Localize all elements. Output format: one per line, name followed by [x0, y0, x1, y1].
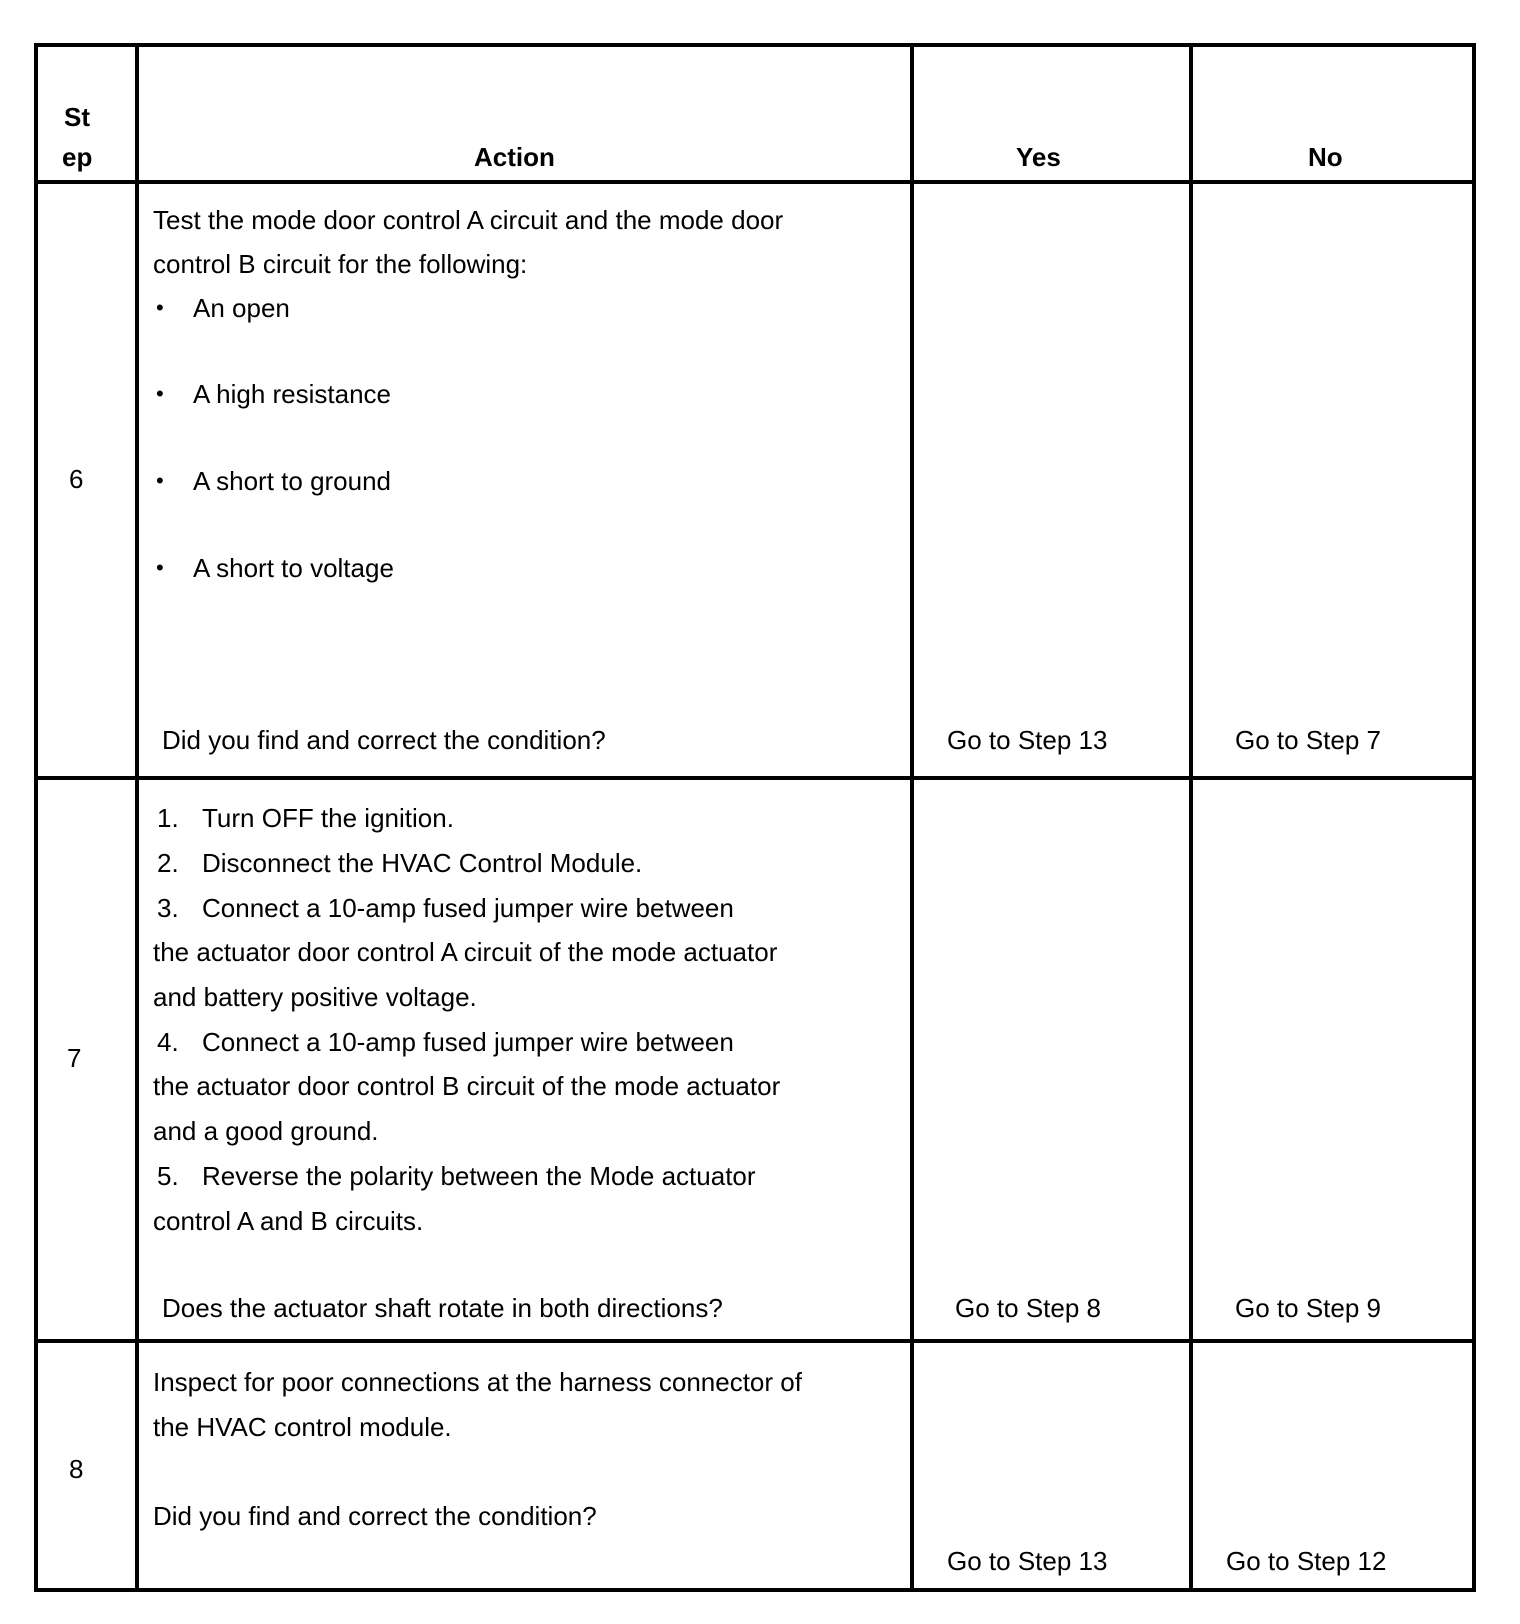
- bullet-icon: •: [156, 555, 164, 580]
- table-border-left: [34, 43, 38, 1592]
- bullet-icon: •: [156, 468, 164, 493]
- item-number: 5.: [157, 1161, 179, 1191]
- column-divider: [910, 43, 914, 1592]
- yes-result: Go to Step 13: [947, 1546, 1108, 1576]
- item-number: 4.: [157, 1027, 179, 1057]
- bullet-icon: •: [156, 381, 164, 406]
- bullet-icon: •: [156, 295, 164, 320]
- row-divider: [34, 776, 1476, 780]
- header-action: Action: [474, 142, 555, 172]
- no-result: Go to Step 12: [1226, 1546, 1387, 1576]
- bullet-item: An open: [193, 293, 290, 323]
- step-number: 8: [69, 1454, 84, 1484]
- header-no: No: [1308, 142, 1343, 172]
- yes-result: Go to Step 13: [947, 725, 1108, 755]
- action-question: Did you find and correct the condition?: [153, 1501, 597, 1531]
- table-border-top: [34, 43, 1476, 47]
- header-yes: Yes: [1016, 142, 1061, 172]
- row-divider: [34, 1339, 1476, 1343]
- action-question: Did you find and correct the condition?: [162, 725, 606, 755]
- action-text: Inspect for poor connections at the harness connector of: [153, 1367, 802, 1397]
- action-step: Disconnect the HVAC Control Module.: [202, 848, 643, 878]
- table-border-right: [1472, 43, 1476, 1592]
- action-text: Test the mode door control A circuit and the mode door: [153, 205, 784, 235]
- item-number: 1.: [157, 803, 179, 833]
- action-step: Reverse the polarity between the Mode actuator: [202, 1161, 756, 1191]
- bullet-item: A high resistance: [193, 379, 392, 409]
- item-number: 2.: [157, 848, 179, 878]
- bullet-item: A short to ground: [193, 466, 392, 496]
- step-number: 7: [67, 1043, 82, 1073]
- action-step: Turn OFF the ignition.: [202, 803, 454, 833]
- header-divider: [34, 180, 1476, 184]
- no-result: Go to Step 9: [1235, 1293, 1381, 1323]
- table-border-bottom: [34, 1588, 1476, 1592]
- action-step: and battery positive voltage.: [153, 982, 477, 1012]
- action-step: control A and B circuits.: [153, 1206, 424, 1236]
- action-text: control B circuit for the following:: [153, 249, 528, 279]
- item-number: 3.: [157, 893, 179, 923]
- step-number: 6: [69, 464, 84, 494]
- column-divider: [135, 43, 139, 1592]
- action-step: Connect a 10-amp fused jumper wire between: [202, 1027, 734, 1057]
- action-step: the actuator door control A circuit of the mode actuator: [153, 937, 778, 967]
- header-step: St: [64, 102, 90, 132]
- header-step: ep: [62, 142, 93, 172]
- action-step: the actuator door control B circuit of the mode actuator: [153, 1071, 781, 1101]
- bullet-item: A short to voltage: [193, 553, 394, 583]
- no-result: Go to Step 7: [1235, 725, 1381, 755]
- action-step: Connect a 10-amp fused jumper wire between: [202, 893, 734, 923]
- action-text: the HVAC control module.: [153, 1412, 452, 1442]
- action-step: and a good ground.: [153, 1116, 379, 1146]
- action-question: Does the actuator shaft rotate in both directions?: [162, 1293, 723, 1323]
- yes-result: Go to Step 8: [955, 1293, 1101, 1323]
- column-divider: [1189, 43, 1193, 1592]
